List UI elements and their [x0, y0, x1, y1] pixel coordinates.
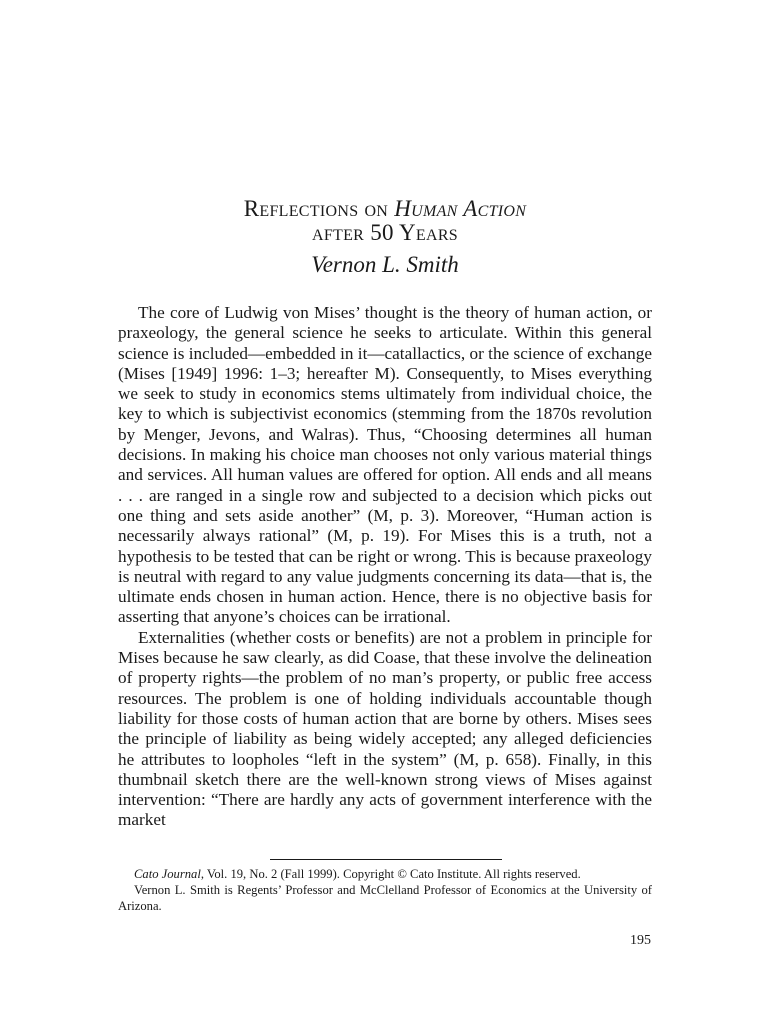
- journal-details: , Vol. 19, No. 2 (Fall 1999). Copyright © Cato Institute. All rights reserved.: [200, 867, 581, 881]
- page-number: 195: [630, 933, 651, 948]
- body-paragraph-1: The core of Ludwig von Mises’ thought is the theory of human action, or praxeology, the general science he seeks to articulate. Within this general science is included—embedded in it—catallactics, or the science of exchange (Mises [1949] 1996: 1–3; hereafter M). Consequently, to Mises everything we seek to study in economics stems ultimately from individual choice, the key to which is subjectivist economics (stemming from the 1870s revolution by Menger, Jevons, and Walras). Thus, “Choosing determines all human decisions. In making his choice man chooses not only various material things and services. All human values are offered for option. All ends and all means . . . are ranged in a single row and subjected to a decision which picks out one thing and sets aside another” (M, p. 3). Moreover, “Human action is necessarily always rational” (M, p. 19). For Mises this is a truth, not a hypothesis to be tested that can be right or wrong. This is because praxeology is neutral with regard to any value judgments concerning its data—that is, the ultimate ends chosen in human action. Hence, there is no objective basis for asserting that anyone’s choices can be irrational.: [118, 303, 652, 627]
- article-title-block: [118, 197, 652, 280]
- article-title-line-1: [118, 197, 652, 221]
- journal-name: Cato Journal: [134, 867, 201, 881]
- article-body: [118, 303, 652, 831]
- author-name: Vernon L. Smith: [311, 252, 459, 277]
- article-title-line-2: after 50 Years: [311, 220, 459, 245]
- footnote-journal-citation: [118, 866, 652, 882]
- footnote-author-affiliation: Vernon L. Smith is Regents’ Professor and McClelland Professor of Economics at the University of Arizona.: [118, 883, 652, 913]
- footnotes: [118, 866, 652, 914]
- body-paragraph-2: Externalities (whether costs or benefits) are not a problem in principle for Mises because he saw clearly, as did Coase, that these involve the delineation of property rights—the problem of no man’s property, or public free access resources. The problem is one of holding individuals accountable though liability for those costs of human action that are borne by others. Mises sees the principle of liability as being widely accepted; any alleged deficiencies he attributes to loopholes “left in the system” (M, p. 658). Finally, in this thumbnail sketch there are the well-known strong views of Mises against intervention: “There are hardly any acts of government interference with the market: [118, 627, 652, 830]
- title-book-name: Human Action: [394, 196, 527, 221]
- footnote-divider: [270, 859, 502, 860]
- title-prefix: Reflections on: [243, 196, 395, 221]
